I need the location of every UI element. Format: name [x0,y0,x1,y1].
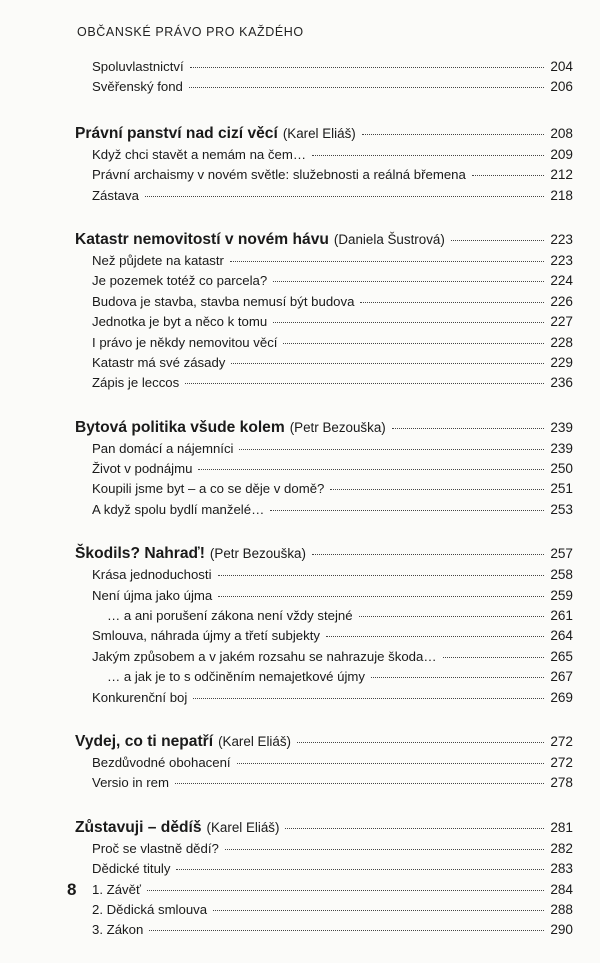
toc-section [0,730,600,794]
entry-title: … a ani porušení zákona není vždy stejné [107,608,353,624]
dot-leader [147,890,544,891]
entry-title: Když chci stavět a nemám na čem… [92,146,307,162]
dot-leader [273,322,544,323]
dot-leader [213,910,544,911]
toc-chapter-heading [0,416,600,439]
toc-entry [0,373,600,393]
dot-leader [231,363,544,364]
chapter-title: Katastr nemovitostí v novém hávu [75,230,329,248]
toc-chapter-heading [0,122,600,145]
entry-title: Zápis je leccos [92,375,180,391]
entry-title: Smlouva, náhrada újmy a třetí subjekty [92,628,320,644]
toc-entry [0,312,600,332]
dot-leader [237,763,545,764]
chapter-page-number: 257 [550,546,573,562]
entry-title: Krása jednoduchosti [92,567,212,583]
entry-page-number: 212 [550,167,573,183]
dot-leader [472,175,544,176]
entry-page-number: 209 [550,146,573,162]
running-head: OBČANSKÉ PRÁVO PRO KAŽDÉHO [77,25,304,39]
dot-leader [145,196,544,197]
toc-entry [0,773,600,793]
entry-page-number: 223 [550,252,573,268]
chapter-author: (Karel Eliáš) [218,733,292,749]
toc-entry [0,459,600,479]
dot-leader [362,134,545,135]
entry-page-number: 272 [550,754,573,770]
dot-leader [149,930,544,931]
dot-leader [312,554,544,555]
chapter-title: Zůstavuji – dědíš [75,818,202,836]
entry-title: Není újma jako újma [92,587,213,603]
toc-entry [0,57,600,77]
entry-title: Versio in rem [92,775,169,791]
entry-title: A když spolu bydlí manželé… [92,501,265,517]
toc-entry [0,271,600,291]
entry-page-number: 259 [550,587,573,603]
entry-page-number: 261 [550,608,573,624]
chapter-author: (Petr Bezouška) [289,419,386,435]
dot-leader [326,636,544,637]
chapter-title: Škodils? Nahraď! [75,545,205,563]
toc-section [0,542,600,708]
dot-leader [190,67,545,68]
entry-title: Jednotka je byt a něco k tomu [92,314,268,330]
page-number: 8 [67,880,77,899]
dot-leader [225,849,544,850]
entry-page-number: 267 [550,669,573,685]
entry-page-number: 288 [550,901,573,917]
chapter-page-number: 239 [550,419,573,435]
entry-page-number: 218 [550,187,573,203]
dot-leader [185,383,544,384]
entry-title: Proč se vlastně dědí? [92,840,219,856]
dot-leader [360,302,544,303]
chapter-page-number: 272 [550,733,573,749]
table-of-contents [0,57,600,963]
chapter-title: Bytová politika všude kolem [75,418,285,436]
entry-page-number: 253 [550,501,573,517]
entry-page-number: 251 [550,481,573,497]
entry-page-number: 284 [550,881,573,897]
dot-leader [297,742,544,743]
entry-title: 1. Závěť [92,881,141,897]
entry-page-number: 269 [550,689,573,705]
chapter-page-number: 281 [550,819,573,835]
entry-title: Spoluvlastnictví [92,59,184,74]
dot-leader [371,677,544,678]
chapter-title: Vydej, co ti nepatří [75,732,214,750]
toc-entry [0,626,600,646]
toc-section [0,416,600,521]
entry-page-number: 229 [550,354,573,370]
toc-entry [0,292,600,312]
chapter-title: Právní panství nad cizí věcí [75,124,278,142]
toc-section [0,228,600,394]
toc-chapter-heading [0,228,600,251]
dot-leader [270,510,544,511]
toc-entry [0,186,600,206]
toc-entry [0,251,600,271]
chapter-page-number: 223 [550,231,573,247]
dot-leader [285,828,544,829]
entry-title: Koupili jsme byt – a co se děje v domě? [92,481,325,497]
toc-entry [0,900,600,920]
dot-leader [175,783,544,784]
toc-entry [0,753,600,773]
toc-section [0,816,600,941]
toc-section [0,57,600,98]
entry-title: Je pozemek totéž co parcela? [92,273,268,289]
entry-page-number: 282 [550,840,573,856]
dot-leader [193,698,544,699]
chapter-author: (Petr Bezouška) [209,546,306,562]
toc-entry [0,667,600,687]
entry-page-number: 204 [550,59,573,74]
toc-section [0,122,600,206]
toc-chapter-heading [0,730,600,753]
entry-page-number: 226 [550,293,573,309]
toc-chapter-heading [0,816,600,839]
entry-page-number: 250 [550,461,573,477]
toc-entry [0,145,600,165]
entry-title: 3. Zákon [92,922,144,938]
entry-title: 2. Dědická smlouva [92,901,208,917]
chapter-author: (Karel Eliáš) [282,125,356,141]
entry-title: Budova je stavba, stavba nemusí být budova [92,293,355,309]
entry-page-number: 236 [550,375,573,391]
entry-title: Jakým způsobem a v jakém rozsahu se nahrazuje škoda… [92,648,437,664]
toc-entry [0,647,600,667]
dot-leader [283,343,544,344]
entry-title: Katastr má své zásady [92,354,226,370]
toc-entry [0,606,600,626]
entry-title: I právo je někdy nemovitou věcí [92,334,278,350]
dot-leader [218,575,545,576]
chapter-author: (Karel Eliáš) [206,819,280,835]
entry-title: Pan domácí a nájemníci [92,440,234,456]
toc-entry [0,688,600,708]
dot-leader [273,281,544,282]
toc-entry [0,586,600,606]
entry-page-number: 239 [550,440,573,456]
entry-title: Bezdůvodné obohacení [92,754,231,770]
entry-page-number: 283 [550,861,573,877]
chapter-page-number: 208 [550,125,573,141]
dot-leader [176,869,544,870]
entry-title: Konkurenční boj [92,689,188,705]
toc-entry [0,165,600,185]
entry-page-number: 228 [550,334,573,350]
toc-entry [0,880,600,900]
entry-page-number: 206 [550,79,573,95]
entry-title: Než půjdete na katastr [92,252,224,268]
toc-chapter-heading [0,542,600,565]
entry-page-number: 258 [550,567,573,583]
dot-leader [198,469,544,470]
toc-entry [0,859,600,879]
entry-page-number: 265 [550,648,573,664]
dot-leader [189,87,544,88]
toc-entry [0,920,600,940]
dot-leader [330,489,544,490]
dot-leader [230,261,544,262]
entry-title: Zástava [92,187,139,203]
toc-entry [0,839,600,859]
toc-entry [0,439,600,459]
toc-entry [0,333,600,353]
dot-leader [359,616,545,617]
entry-page-number: 224 [550,273,573,289]
toc-entry [0,353,600,373]
toc-entry [0,77,600,97]
entry-title: Dědické tituly [92,861,171,877]
dot-leader [392,428,545,429]
toc-entry [0,500,600,520]
chapter-author: (Daniela Šustrová) [333,231,445,247]
entry-page-number: 227 [550,314,573,330]
entry-title: Právní archaismy v novém světle: služebnosti a reálná břemena [92,167,466,183]
entry-page-number: 290 [550,922,573,938]
entry-page-number: 264 [550,628,573,644]
toc-entry [0,479,600,499]
dot-leader [218,596,544,597]
dot-leader [451,240,545,241]
entry-title: Život v podnájmu [92,461,193,477]
dot-leader [443,657,545,658]
dot-leader [239,449,544,450]
dot-leader [312,155,544,156]
entry-page-number: 278 [550,775,573,791]
toc-entry [0,565,600,585]
entry-title: Svěřenský fond [92,79,183,95]
entry-title: … a jak je to s odčiněním nemajetkové újmy [107,669,366,685]
